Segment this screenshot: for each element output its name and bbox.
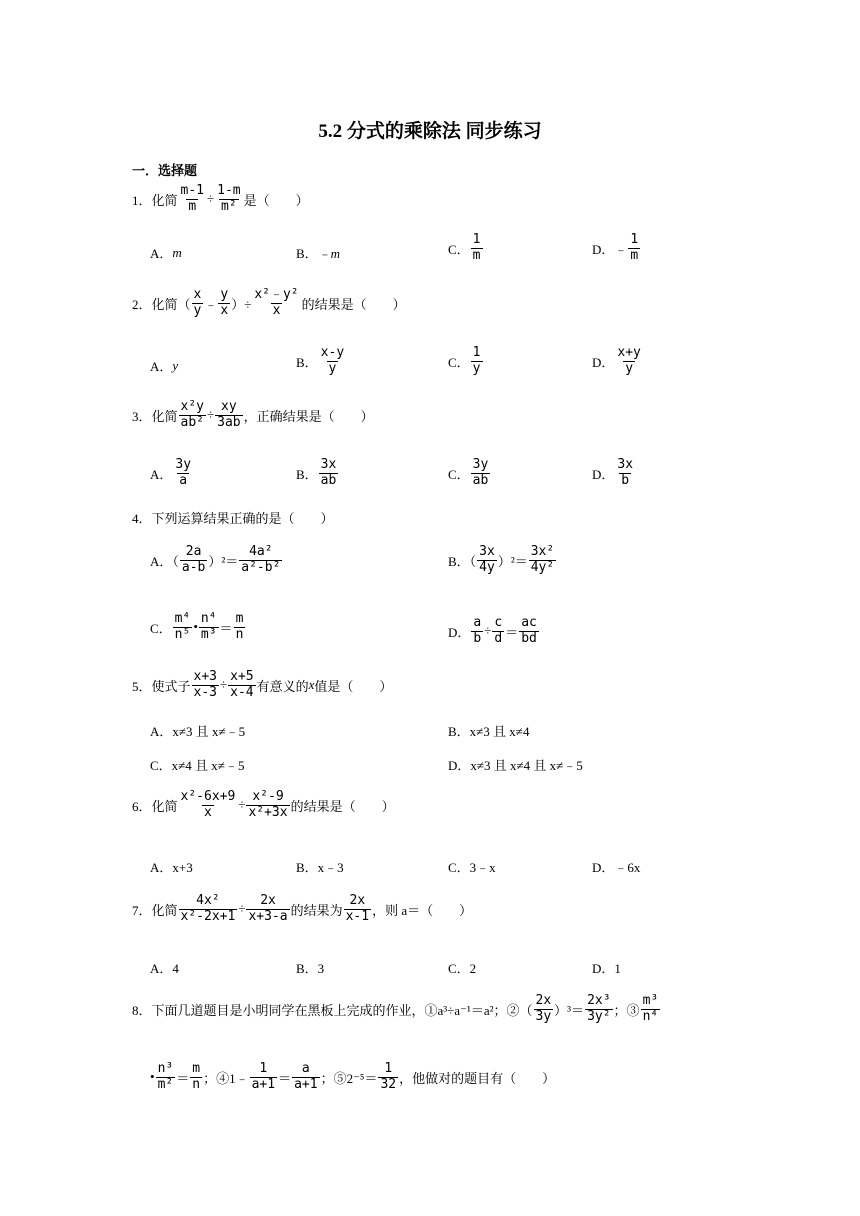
- q3-option-c: C． $\frac{3y}{ab}$: [448, 457, 489, 488]
- q1-option-a: A． m: [150, 244, 182, 261]
- q6-option-d: D．﹣6x: [592, 860, 641, 875]
- question-3: 3．化简 $\frac{\text{x²y}}{\text{ab²}}$ ÷ $\frac{xy}{3ab}$ ，正确结果是（ ）: [132, 399, 374, 430]
- q1-option-c: C． $\frac{1}{m}$: [448, 232, 481, 263]
- question-1: [132, 184, 309, 215]
- q3-option-a: A． $\frac{3y}{a}$: [150, 457, 192, 488]
- q4-option-a: A．（ $\frac{2a}{a-b}$ ）²＝ $\frac{\text{4a²}}{\text{a²-b²}}$: [150, 544, 281, 575]
- question-2: 2．化简（ $\frac{x}{y}$ ﹣ $\frac{y}{x}$ ）÷ $\frac{\text{x²﹣y²}}{x}$ 的结果是（ ）: [132, 287, 406, 318]
- q4-option-b: B．（ $\frac{3x}{4y}$ ）²＝ $\frac{\text{3x²}}{\text{4y²}}$: [448, 544, 555, 575]
- q7-option-c: C．2: [448, 961, 477, 976]
- q7-option-a: A．4: [150, 961, 179, 976]
- q3-option-b: B． $\frac{3x}{ab}$: [296, 457, 337, 488]
- q6-option-b: B．x﹣3: [296, 860, 344, 875]
- q1-option-b: B． ﹣m: [296, 246, 341, 261]
- q4-option-c: C． $\frac{\text{m⁴}}{\text{n⁵}}$ • $\frac{\text{n⁴}}{\text{m³}}$ ＝ $\frac{m}{n}$: [150, 611, 244, 642]
- q4-option-d: D． $\frac{a}{b}$ ÷ $\frac{c}{d}$ ＝ $\frac{ac}{bd}$: [448, 615, 537, 646]
- page-title: 5.2 分式的乘除法 同步练习: [318, 121, 542, 142]
- denominator: m: [188, 198, 197, 214]
- question-8-line-2: • $\frac{\text{n³}}{\text{m²}}$ ＝ $\frac{m}{n}$ ；④1﹣ $\frac{1}{a+1}$ ＝ $\frac{a}{a+1}$ ；⑤2⁻⁵＝ $\frac{1}{32}$ ，他做对的题目有（ ）: [150, 1061, 556, 1092]
- numerator: 1-m: [217, 183, 241, 198]
- q3-option-d: D． $\frac{3x}{b}$: [592, 457, 634, 488]
- question-7: 7．化简 $\frac{\text{4x²}}{\text{x²-2x+1}}$ ÷ $\frac{2x}{x+3-a}$ 的结果为 $\frac{2x}{x-1}$ ，则 a＝（ ）: [132, 893, 473, 924]
- question-5: 5．使式子 $\frac{x+3}{x-3}$ ÷ $\frac{x+5}{x-4}$ 有意义的 x 值是（ ）: [132, 669, 393, 700]
- operator: ÷: [207, 191, 215, 207]
- q2-option-d: D． $\frac{x+y}{y}$: [592, 345, 641, 376]
- question-8-line-1: 8．下面几道题目是小明同学在黑板上完成的作业，①a³÷a⁻¹＝a²；②（ $\frac{2x}{3y}$ ）³＝ $\frac{\text{2x³}}{\text{3y²}}$ ；③ $\frac{\text{m³}}{\text{n⁴}}$: [132, 993, 659, 1024]
- q1-suffix: 是（ ）: [243, 192, 309, 208]
- q6-option-a: A．x+3: [150, 860, 193, 875]
- q7-option-b: B．3: [296, 961, 325, 976]
- question-4: 4．下列运算结果正确的是（ ）: [132, 511, 334, 526]
- q5-option-b: B．x≠3 且 x≠4: [448, 724, 530, 739]
- denominator: m²: [221, 198, 237, 214]
- q5-option-a: A．x≠3 且 x≠﹣5: [150, 724, 246, 739]
- q2-option-b: B． $\frac{x-y}{y}$: [296, 345, 345, 376]
- q7-option-d: D．1: [592, 961, 621, 976]
- q5-option-c: C．x≠4 且 x≠﹣5: [150, 758, 245, 773]
- section-heading: 一．选择题: [132, 163, 198, 178]
- q2-option-a: A． y: [150, 357, 179, 374]
- q1-option-d: D． ﹣ $\frac{1}{m}$: [592, 232, 639, 263]
- fraction: [215, 184, 242, 215]
- q5-option-d: D．x≠3 且 x≠4 且 x≠﹣5: [448, 758, 583, 773]
- q6-option-c: C．3﹣x: [448, 860, 496, 875]
- fraction: [179, 184, 206, 215]
- q2-option-c: C． $\frac{1}{y}$: [448, 345, 481, 376]
- numerator: m-1: [180, 183, 204, 198]
- question-6: 6．化简 $\frac{\text{x²-6x+9}}{x}$ ÷ $\frac{\text{x²-9}}{\text{x²+3x}}$ 的结果是（ ）: [132, 789, 395, 820]
- q1-prefix: 1．化简: [132, 192, 178, 208]
